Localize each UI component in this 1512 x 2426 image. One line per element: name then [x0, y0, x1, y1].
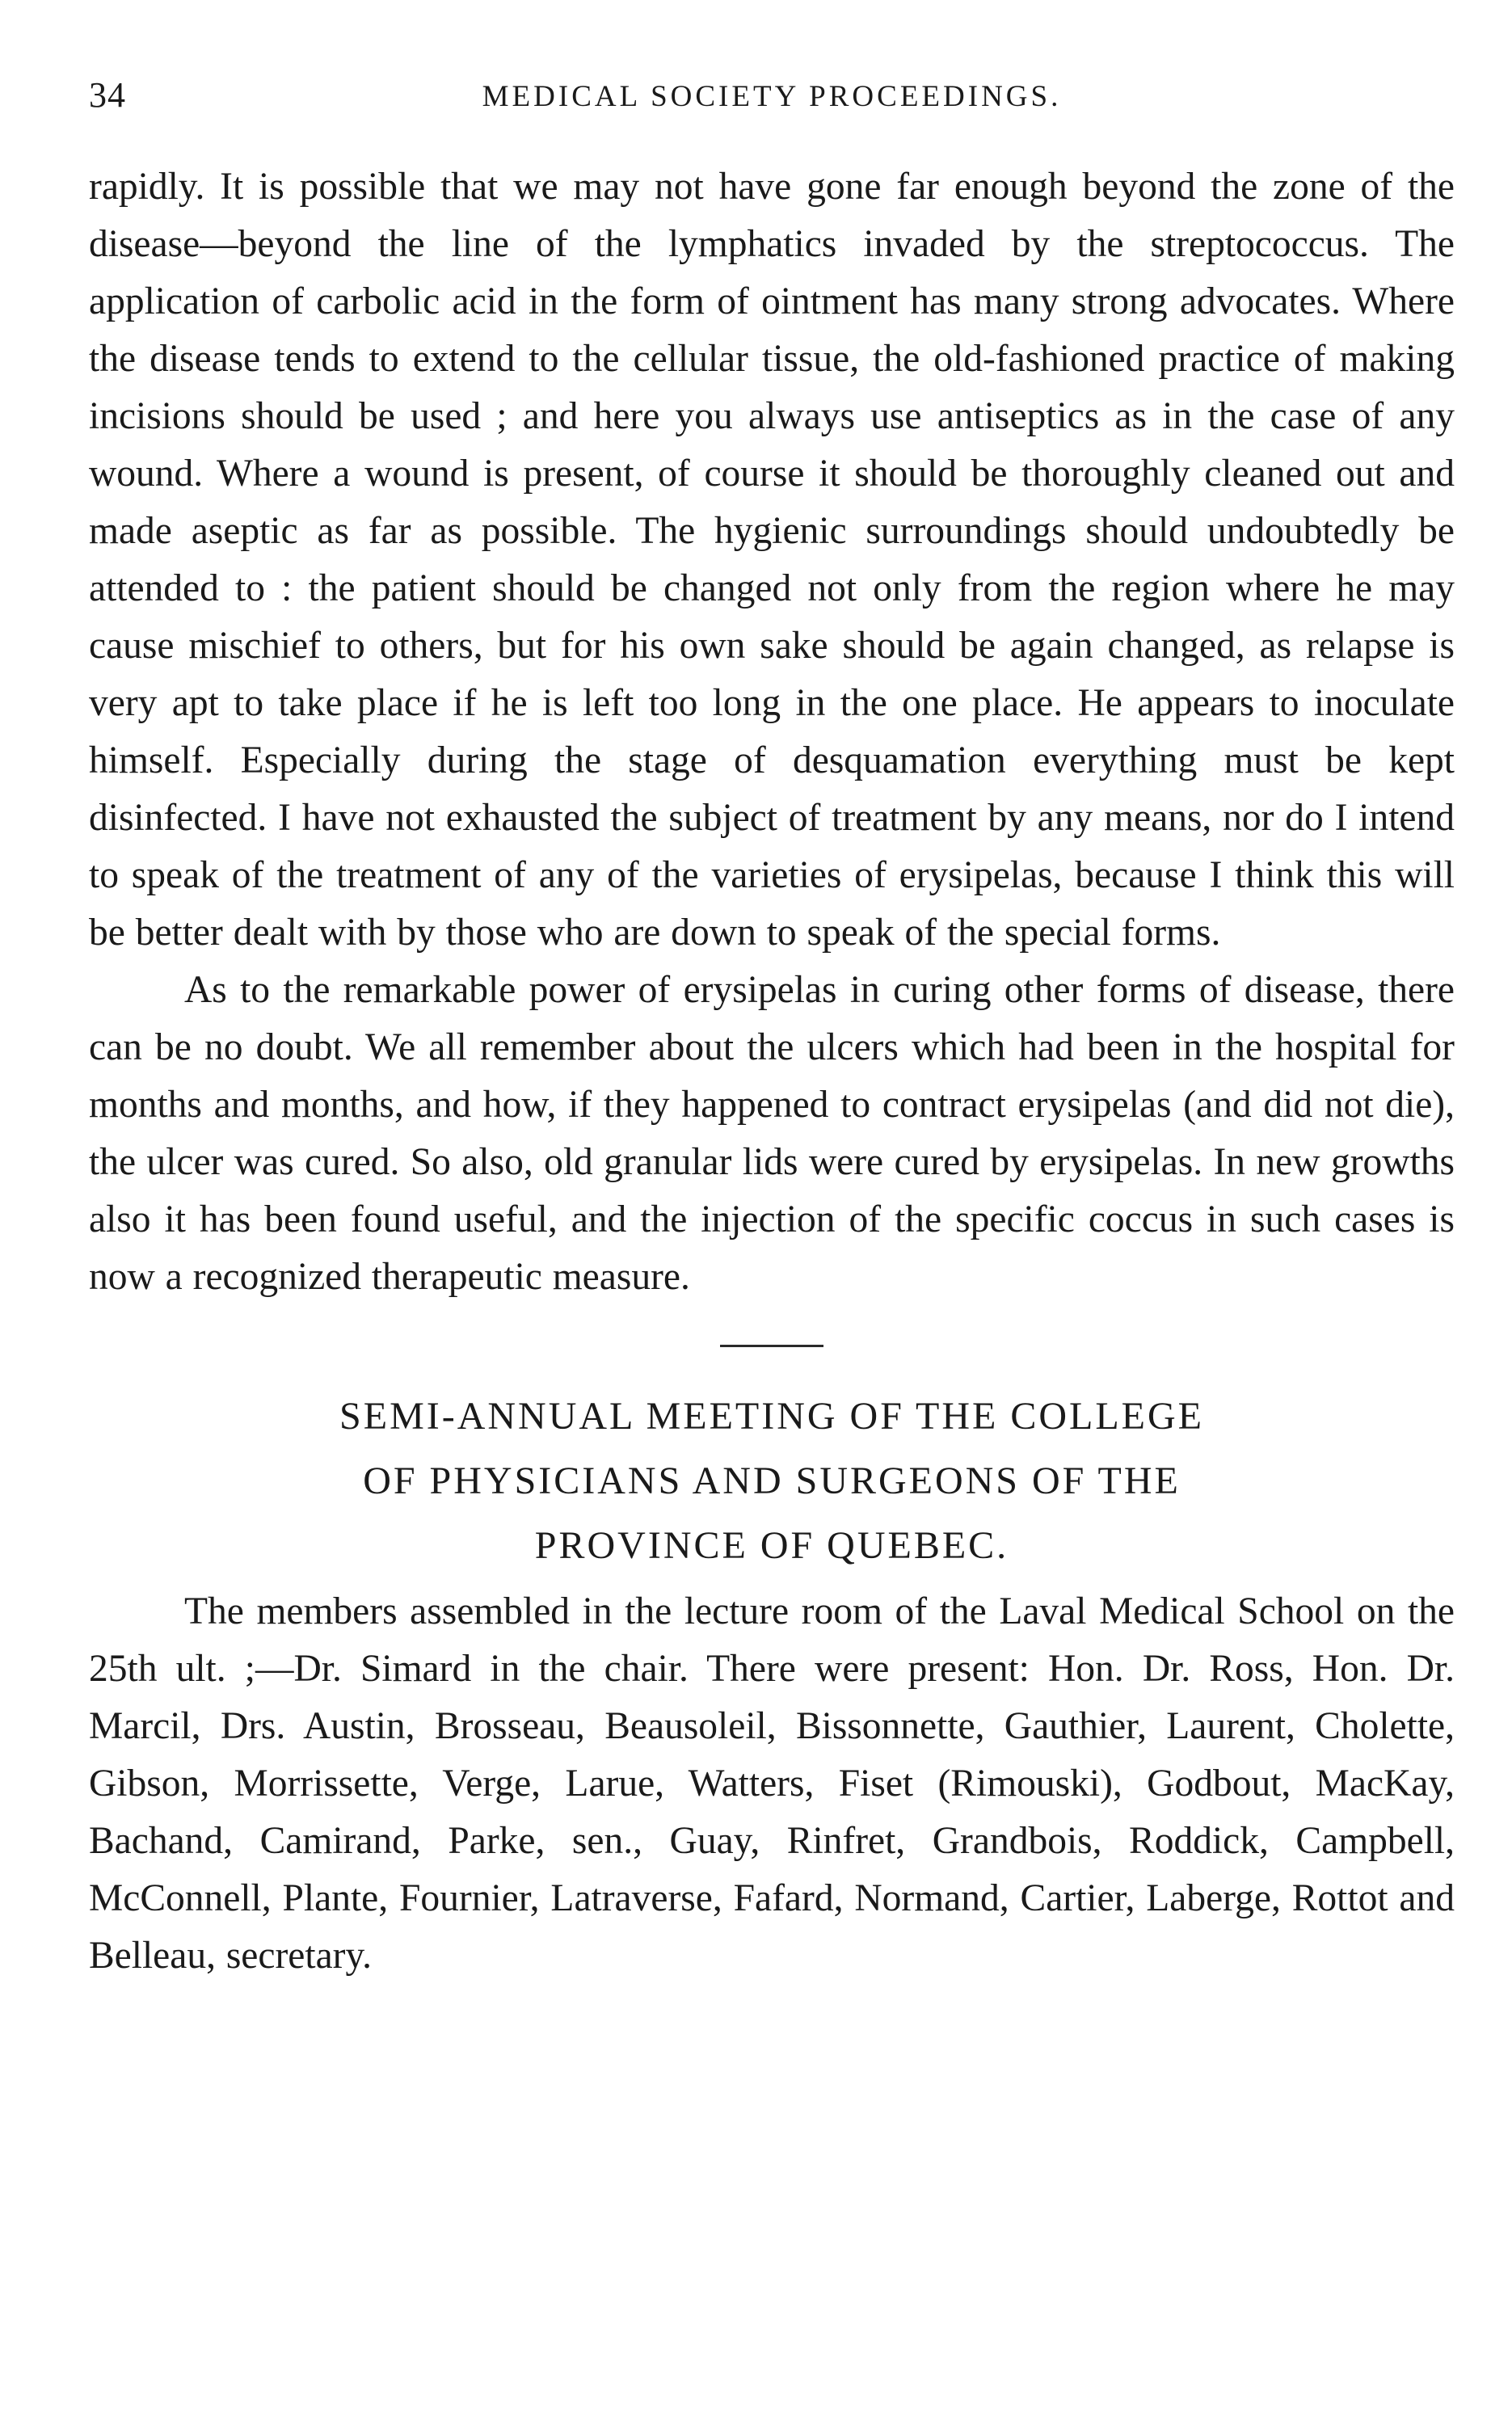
page-number: 34 — [89, 75, 126, 115]
paragraph-curative-power: As to the remarkable power of erysipelas in curing other forms of disease, there can be no doubt. We all remember about the ulcers which had been in the hospital for months and months, and how, if they happened to contract erysipelas (and did not die), the ulcer was cured. So also, old granular lids were cured by erysipelas. In new growths also it has been found useful, and the injection of the specific coccus in such cases is now a recognized therapeutic measure. — [89, 969, 1455, 1298]
section-heading — [89, 1384, 1455, 1578]
document-page — [89, 0, 1455, 2426]
running-head — [89, 74, 1455, 123]
paragraph-meeting-attendance: The members assembled in the lecture room of the Laval Medical School on the 25th ult. ;—Dr. Simard in the chair. There were present: Hon. Dr. Ross, Hon. Dr. Marcil, Drs. Austin, Brosseau, Beausoleil, Bissonnette, Gauthier, Laurent, Cholette, Gibson, Morrissette, Verge, Larue, Watters, Fiset (Rimouski), Godbout, MacKay, Bachand, Camirand, Parke, sen., Guay, Rinfret, Grandbois, Roddick, Campbell, McConnell, Plante, Fournier, Latraverse, Fafard, Normand, Cartier, Laberge, Rottot and Belleau, secretary. — [89, 1590, 1455, 1977]
paragraph-treatment: rapidly. It is possible that we may not have gone far enough beyond the zone of the disease—beyond the line of the lymphatics invaded by the streptococcus. The application of carbolic acid in the form of ointment has many strong advocates. Where the disease tends to extend to the cellular tissue, the old-fashioned practice of making incisions should be used ; and here you always use antiseptics as in the case of any wound. Where a wound is present, of course it should be thoroughly cleaned out and made aseptic as far as possible. The hygienic surroundings should undoubtedly be attended to : the patient should be changed not only from the region where he may cause mischief to others, but for his own sake should be again changed, as relapse is very apt to take place if he is left too long in the one place. He appears to inoculate himself. Especially during the stage of desquamation everything must be kept disinfected. I have not exhausted the subject of treatment by any means, nor do I intend to speak of the treatment of any of the varieties of erysipelas, because I think this will be better dealt with by those who are down to speak of the special forms. — [89, 166, 1455, 954]
running-title: MEDICAL SOCIETY PROCEEDINGS. — [482, 80, 1062, 113]
section-divider — [720, 1345, 823, 1347]
body-text — [89, 158, 1455, 1985]
section-heading-line-3: PROVINCE OF QUEBEC. — [534, 1524, 1009, 1567]
section-heading-line-1: SEMI-ANNUAL MEETING OF THE COLLEGE — [339, 1395, 1204, 1438]
section-heading-line-2: OF PHYSICIANS AND SURGEONS OF THE — [363, 1459, 1181, 1502]
